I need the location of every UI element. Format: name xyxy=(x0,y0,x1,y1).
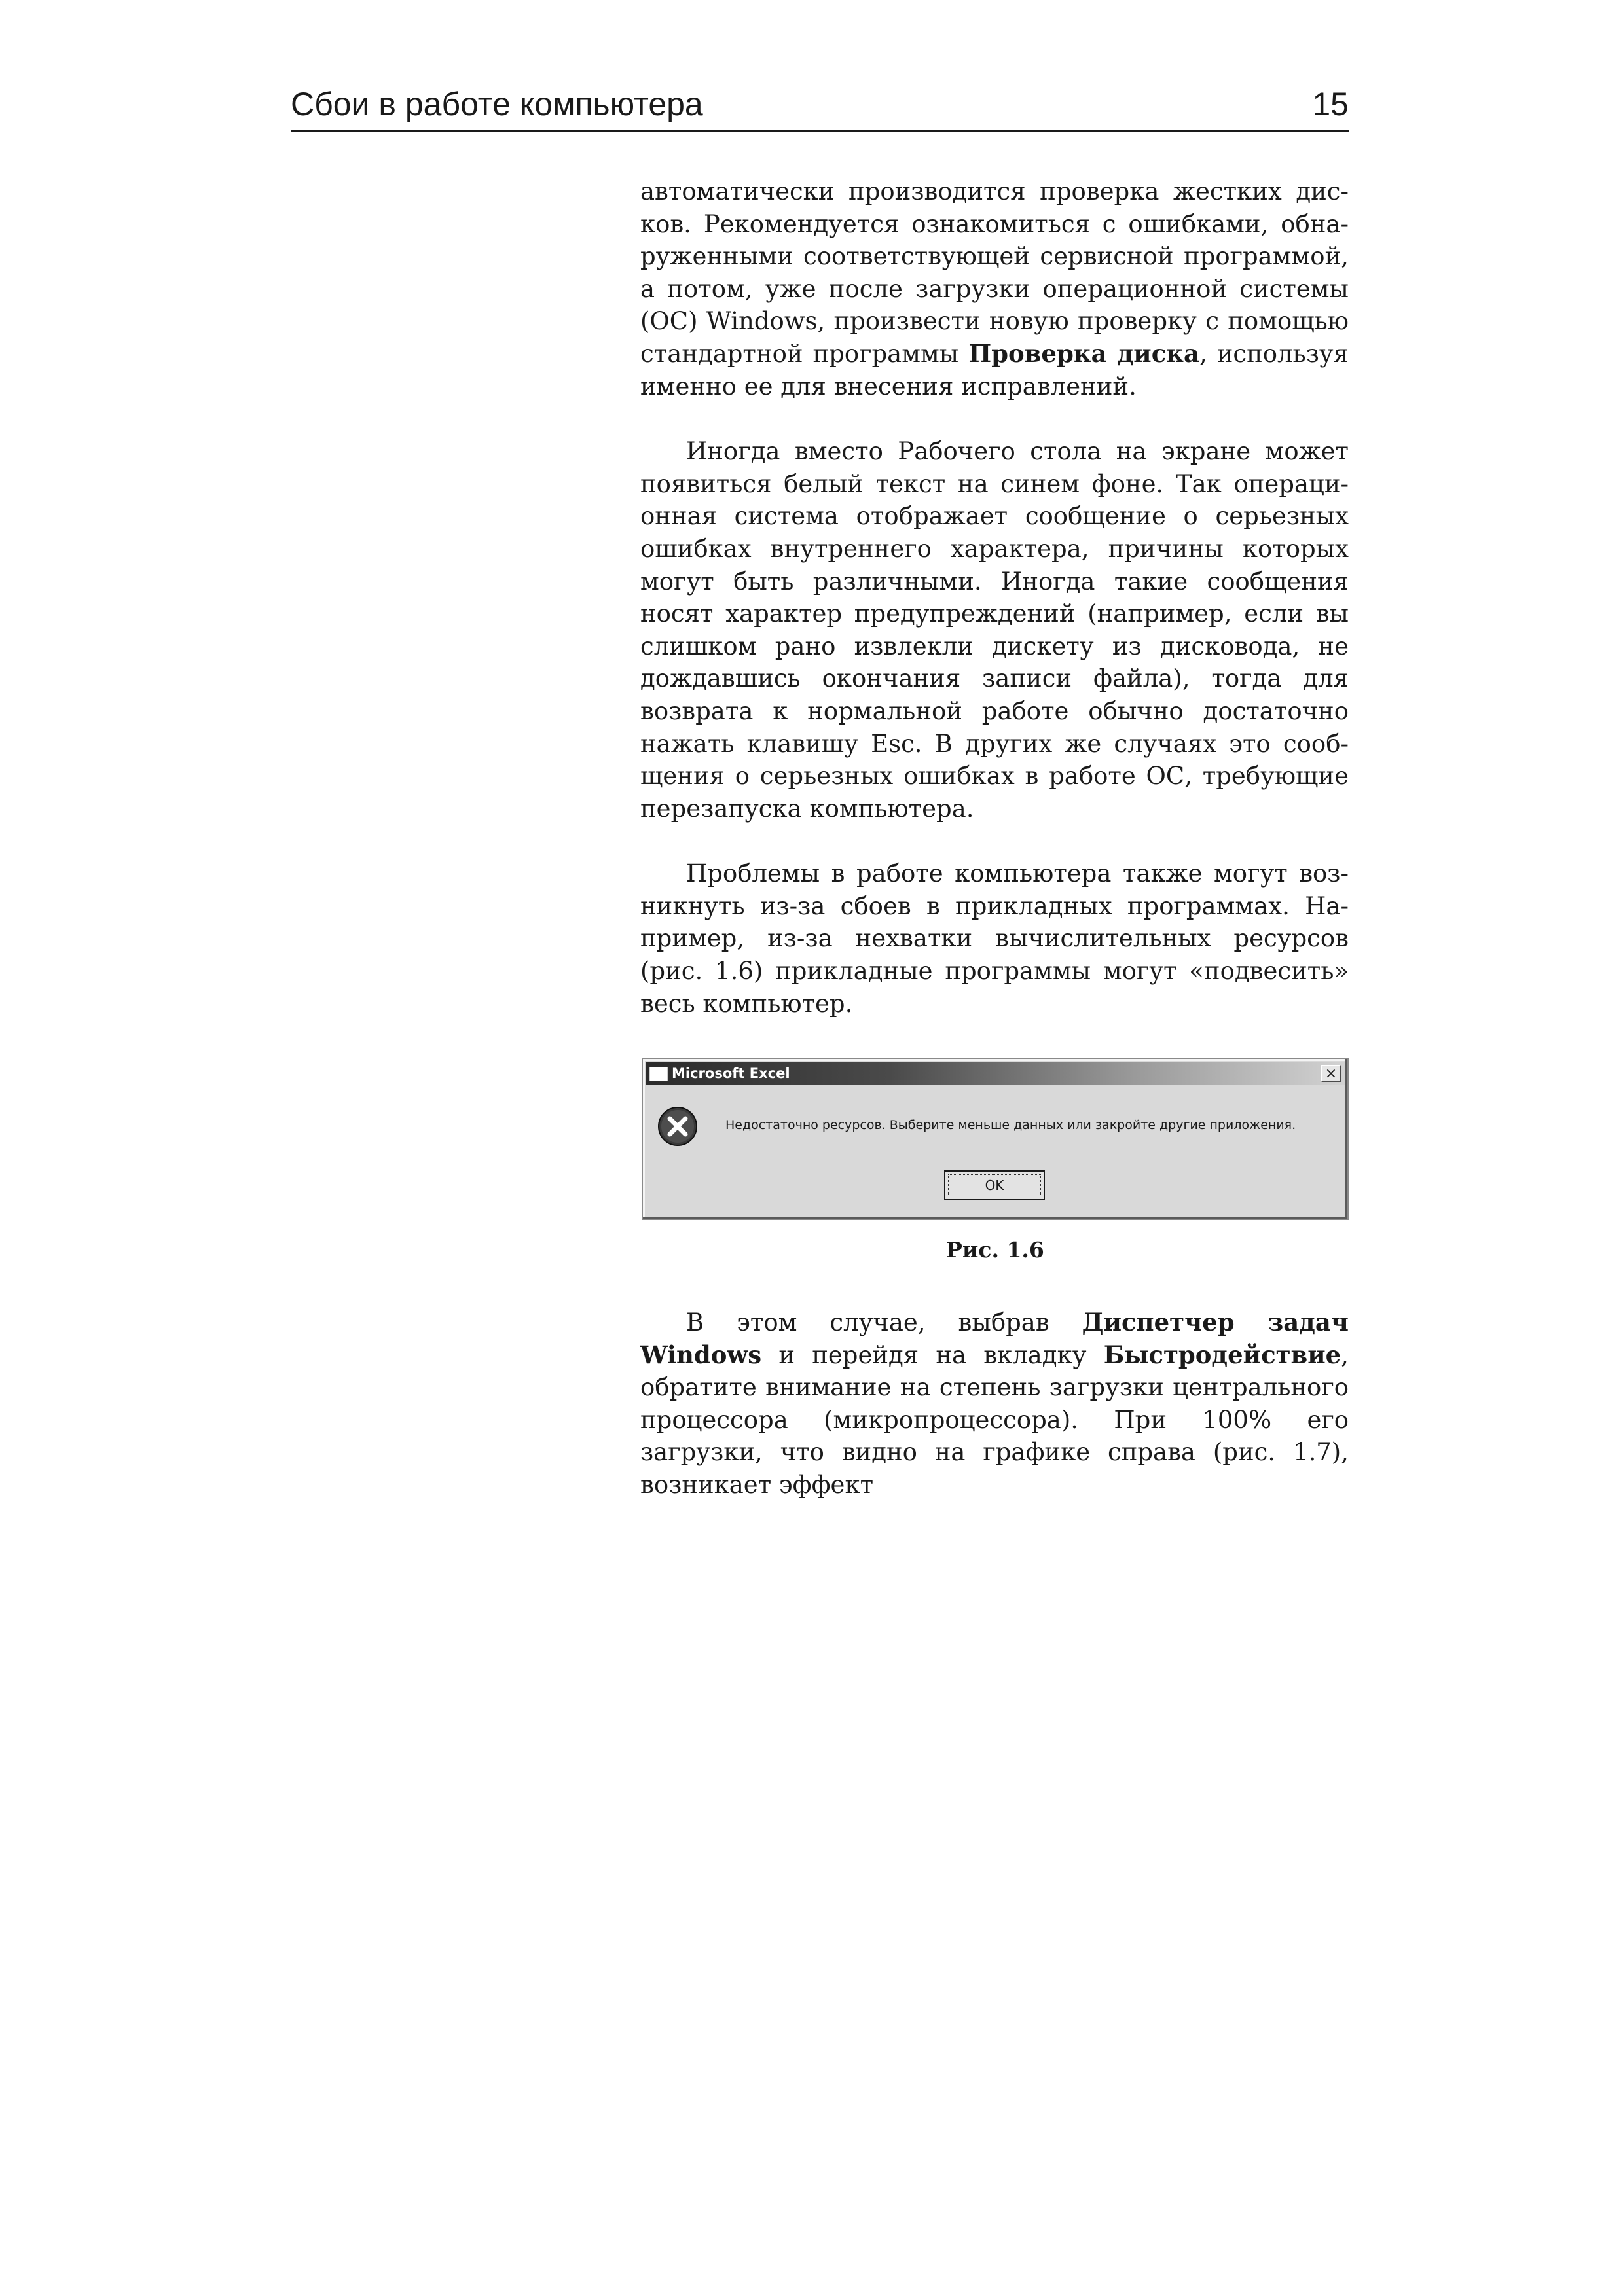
dialog-titlebar[interactable] xyxy=(646,1062,1345,1085)
figure-1-6 xyxy=(642,1058,1349,1220)
dialog-title: Microsoft Excel xyxy=(672,1066,790,1081)
paragraph-2: Иногда вместо Рабочего стола на экране может появиться белый текст на синем фоне. Так операционная система отображает сообщение о серьезных ошибках внутреннего характера, причины которых могут быть различными. Иногда такие сообщения носят характер предупреждений (например, если вы слишком рано извлекли дискету из дисковода, не дождавшись окончания записи файла), тогда для возврата к нормальной работе обычно достаточно нажать клавишу Esc. В других же случаях это сообщения о серьезных ошибках в работе ОС, требующие перезапуска компьютера. xyxy=(640,437,1349,823)
error-dialog xyxy=(642,1058,1349,1220)
paragraph-4-bold-task-manager: Диспетчер задач Windows xyxy=(640,1308,1349,1369)
paragraph-1-text-a: автоматически производится проверка жестких дисков. Рекомендуется ознакомиться с ошибками, обнаруженными соответствующей сервисной программой, а потом, уже после загрузки операционной системы (ОС) Windows, произвести новую проверку с помощью стандартной программы xyxy=(640,177,1349,368)
text-column-bottom xyxy=(640,1306,1349,1501)
ok-button-label: OK xyxy=(948,1174,1041,1196)
paragraph-4-text-b: и перейдя на вкладку xyxy=(761,1340,1104,1369)
figure-caption: Рис. 1.6 xyxy=(946,1237,1044,1263)
running-header xyxy=(291,79,1349,132)
page-number: 15 xyxy=(1312,86,1349,122)
paragraph-1-text-b: , используя именно ее для внесения исправлений. xyxy=(640,339,1349,401)
paragraph-4-bold-performance: Быстродействие xyxy=(1103,1340,1341,1369)
paragraph-4 xyxy=(640,1306,1349,1501)
paragraph-1-bold-term: Проверка диска xyxy=(968,338,1199,368)
ok-button[interactable] xyxy=(944,1170,1045,1200)
paragraph-1 xyxy=(640,175,1349,403)
close-button[interactable]: × xyxy=(1321,1065,1341,1082)
paragraph-4-text-c: , обратите внимание на степень загрузки центрального процессора (микропроцессора). При 100% его загрузки, что видно на графике справа (рис. 1.7), возникает эффект xyxy=(640,1340,1349,1499)
paragraph-3: Проблемы в работе компьютера также могут возникнуть из-за сбоев в прикладных программах. Например, из-за нехватки вычислительных ресурсов (рис. 1.6) прикладные программы могут «подвесить» весь компьютер. xyxy=(640,859,1349,1018)
running-title: Сбои в работе компьютера xyxy=(291,86,703,122)
error-icon xyxy=(657,1106,698,1147)
app-window-icon xyxy=(649,1067,668,1081)
dialog-message: Недостаточно ресурсов. Выберите меньше данных или закройте другие приложения. xyxy=(725,1118,1296,1132)
paragraph-4-text-a: В этом случае, выбрав xyxy=(686,1308,1082,1336)
text-column-top xyxy=(640,175,1349,1020)
